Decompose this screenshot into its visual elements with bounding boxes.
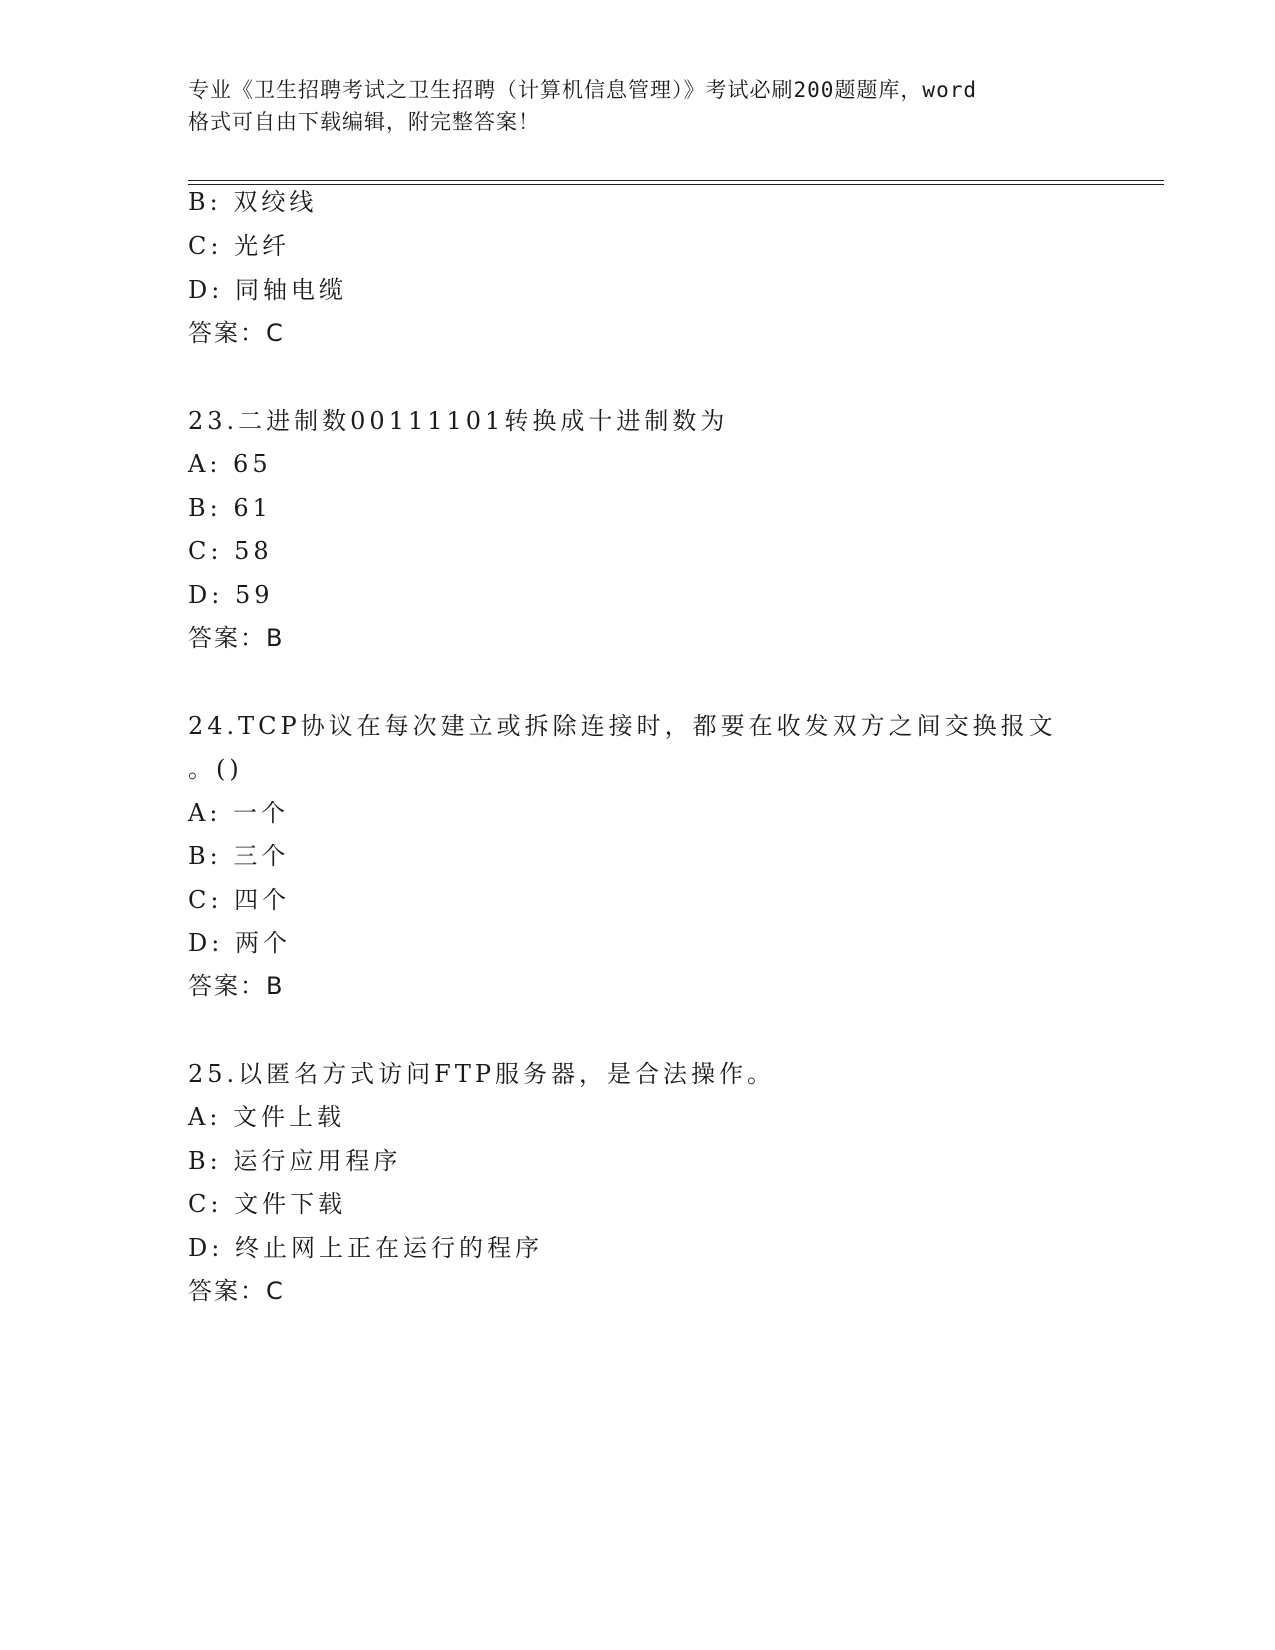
q25-question: 25.以匿名方式访问FTP服务器，是合法操作。	[188, 1060, 775, 1088]
q22-option-b: B: 双绞线	[188, 188, 318, 216]
q22-option-c: C: 光纤	[188, 232, 291, 260]
q24-option-a: A: 一个	[188, 799, 290, 827]
q25-option-a: A: 文件上载	[188, 1103, 346, 1131]
q24-option-c: C: 四个	[188, 886, 291, 914]
q22-answer: 答案：C	[188, 319, 285, 347]
q23-option-d: D: 59	[188, 581, 274, 609]
document-header	[188, 74, 1088, 138]
q23-option-b: B: 61	[188, 494, 272, 522]
q24-question-line-2: 。()	[188, 755, 243, 783]
q23-option-c: C: 58	[188, 537, 273, 565]
q24-answer: 答案：B	[188, 972, 285, 1000]
header-line-1: 专业《卫生招聘考试之卫生招聘（计算机信息管理）》考试必刷200题题库，word	[188, 78, 977, 102]
q23-question: 23.二进制数00111101转换成十进制数为	[188, 407, 729, 435]
q22-option-d: D: 同轴电缆	[188, 276, 347, 304]
q24-question-line-1: 24.TCP协议在每次建立或拆除连接时，都要在收发双方之间交换报文	[188, 712, 1057, 740]
header-line-2: 格式可自由下载编辑，附完整答案！	[188, 110, 540, 134]
header-divider	[188, 180, 1164, 185]
q25-option-d: D: 终止网上正在运行的程序	[188, 1234, 543, 1262]
q24-option-b: B: 三个	[188, 842, 290, 870]
q23-answer: 答案：B	[188, 624, 285, 652]
q25-option-b: B: 运行应用程序	[188, 1147, 402, 1175]
q23-option-a: A: 65	[188, 450, 272, 478]
q24-option-d: D: 两个	[188, 929, 291, 957]
q25-option-c: C: 文件下载	[188, 1190, 347, 1218]
q25-answer: 答案：C	[188, 1277, 285, 1305]
